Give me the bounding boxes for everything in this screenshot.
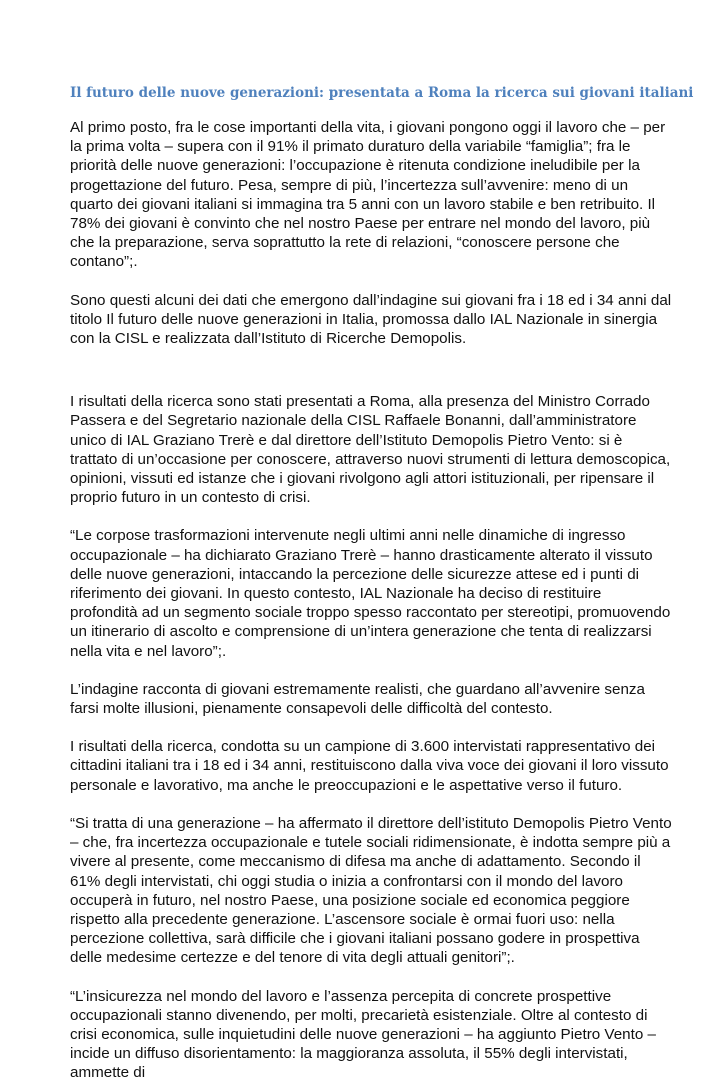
article-title: Il futuro delle nuove generazioni: presentata a Roma la ricerca sui giovani italiani [70, 85, 694, 101]
paragraph-intro: Al primo posto, fra le cose importanti della vita, i giovani pongono oggi il lavoro che – per la prima volta – supera con il 91% il primato duraturo della variabile “famiglia”; fra le priorità delle nuove generazioni: l’occupazione è ritenuta condizione ineludibile per la progettazione del futuro. Pesa, sempre di più, l’incertezza sull’avvenire: meno di un quarto dei giovani italiani si immagina tra 5 anni con un lavoro stabile e ben retribuito. Il 78% dei giovani è convinto che nel nostro Paese per entrare nel mondo del lavoro, più che la preparazione, serva soprattutto la rete di relazioni, “conoscere persone che contano”;. [70, 119, 666, 271]
paragraph-quote-trere: “Le corpose trasformazioni intervenute negli ultimi anni nelle dinamiche di ingresso occupazionale – ha dichiarato Graziano Trerè – hanno drasticamente alterato il vissuto delle nuove generazioni, intaccando la percezione delle sicurezze attese ed i punti di riferimento dei giovani. In questo contesto, IAL Nazionale ha deciso di restituire profondità ad un segmento sociale troppo spesso raccontato per stereotipi, promuovendo un itinerario di ascolto e comprensione di un’intera generazione che tenta di realizzarsi nella vita e nel lavoro”;. [70, 527, 671, 660]
paragraph-quote-vento: “Si tratta di una generazione – ha affermato il direttore dell’istituto Demopolis Pietro Vento – che, fra incertezza occupazionale e tutele sociali ridimensionate, è indotta sempre più a vivere al presente, come meccanismo di difesa ma anche di adattamento. Secondo il 61% degli intervistati, chi oggi studia o inizia a confrontarsi con il mondo del lavoro occuperà in futuro, nel nostro Paese, una posizione sociale ed economica peggiore rispetto alla precedente generazione. L’ascensore sociale è ormai fuori uso: nella percezione collettiva, sarà difficile che i giovani italiani possano godere in prospettiva delle medesime certezze e del tenore di vita degli attuali genitori”;. [70, 814, 672, 967]
paragraph-insecurity: “L’insicurezza nel mondo del lavoro e l’assenza percepita di concrete prospettive occupazionali stanno divenendo, per molti, precarietà esistenziale. Oltre al contesto di crisi economica, sulle inquietudini delle nuove generazioni – ha aggiunto Pietro Vento – incide un diffuso disorientamento: la maggioranza assoluta, il 55% degli intervistati, ammette di [70, 987, 656, 1082]
paragraph-survey-source: Sono questi alcuni dei dati che emergono dall’indagine sui giovani fra i 18 ed i 34 anni dal titolo Il futuro delle nuove generazioni in Italia, promossa dallo IAL Nazionale in sinergia con la CISL e realizzata dall’Istituto di Ricerche Demopolis. [70, 291, 672, 348]
paragraph-presentation: I risultati della ricerca sono stati presentati a Roma, alla presenza del Ministro Corrado Passera e del Segretario nazionale della CISL Raffaele Bonanni, dall’amministratore unico di IAL Graziano Trerè e dal direttore dell’Istituto Demopolis Pietro Vento: si è trattato di un’occasione per conoscere, attraverso nuovi strumenti di lettura demoscopica, opinioni, vissuti ed istanze che i giovani rivolgono agli attori istituzionali, per ripensare il proprio futuro in un contesto di crisi. [70, 393, 671, 507]
paragraph-realism: L’indagine racconta di giovani estremamente realisti, che guardano all’avvenire senza farsi molte illusioni, pienamente consapevoli delle difficoltà del contesto. [70, 680, 645, 718]
paragraph-sample: I risultati della ricerca, condotta su un campione di 3.600 intervistati rappresentativo dei cittadini italiani tra i 18 ed i 34 anni, restituiscono dalla viva voce dei giovani il loro vissuto personale e lavorativo, ma anche le preoccupazioni e le aspettative verso il futuro. [70, 738, 669, 794]
